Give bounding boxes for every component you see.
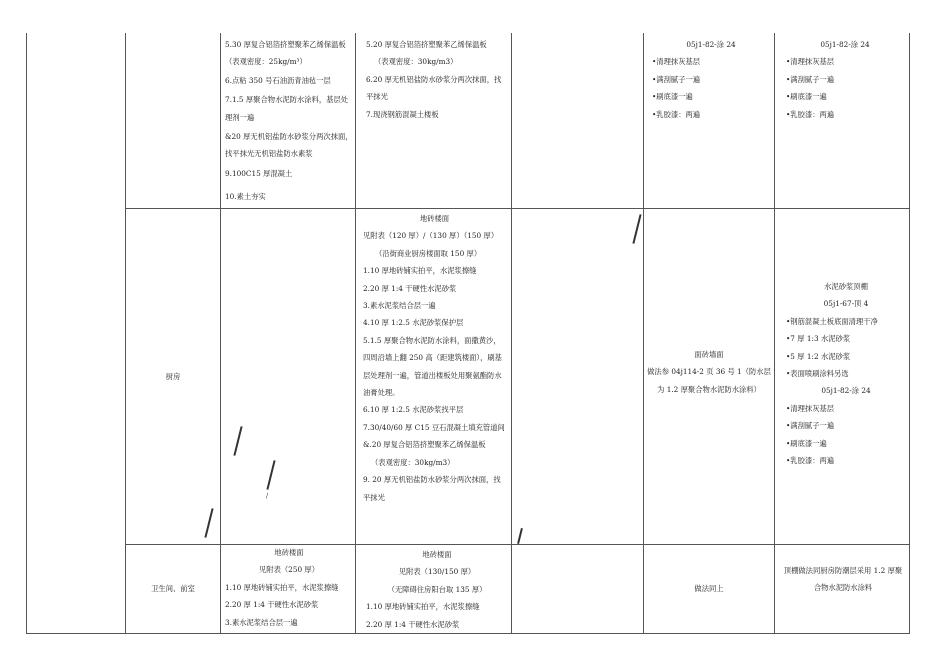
- layer-text: 3.素水泥浆结合层一遍: [363, 301, 436, 311]
- spec-item: •5 厚 1:2 水泥砂浆: [786, 351, 851, 361]
- layer-text: 4.10 厚 1:2.5 水泥砂浆保护层: [363, 318, 464, 328]
- floor-title: 地砖楼面: [422, 550, 452, 559]
- row2-wall-spec: [646, 346, 772, 398]
- layer-text: 7.1.5 厚聚合物水泥防水涂料，基层处理剂一遍: [225, 95, 349, 122]
- layer-text: 1.10 厚地砖铺实拍平，水泥浆擦缝: [225, 582, 339, 592]
- spec-item: •清理抹灰基层: [652, 57, 701, 67]
- layer-text: 9.100C15 厚混凝土: [225, 168, 293, 178]
- spec-item: •满刮腻子一遍: [652, 74, 701, 84]
- ceiling-title: 水泥砂浆顶棚: [824, 282, 868, 291]
- layer-text: 2.20 厚 1:4 干硬性水泥砂浆: [366, 619, 460, 629]
- slash-mark: [204, 508, 213, 538]
- floor-title: 地砖楼面: [419, 214, 450, 223]
- layer-text: （表观密度：30kg/m3）: [371, 457, 455, 467]
- spec-item: •钢筋混凝土板底面清理干净: [786, 316, 878, 326]
- layer-text: &20 厚无机铝盐防水砂浆分两次抹面，找平抹光无机铝盐防水素浆: [225, 132, 353, 159]
- ceiling-text: 顶棚做法同厨房防潮层采用 1.2 厚聚合物水泥防水涂料: [783, 566, 903, 593]
- spec-code: 05j1-82-涂 24: [686, 40, 736, 49]
- layer-text: 2.20 厚 1:4 干硬性水泥砂浆: [225, 600, 319, 610]
- wall-title: 面砖墙面: [694, 350, 724, 359]
- layer-text: 5.1.5 厚聚合物水泥防水涂料，面撒黄沙，四周沿墙上翻 250 高（距建筑楼面），刷基层处理剂一遍，管道出楼板处用聚氨酯防水油膏处理。: [363, 335, 502, 398]
- row2-ceiling-spec: [786, 278, 906, 469]
- layer-text: 6.10 厚 1:2.5 水泥砂浆找平层: [363, 405, 464, 415]
- row3-floor-spec-b: [366, 546, 508, 633]
- spec-item: •刷底漆一遍: [786, 92, 827, 102]
- layer-text: 2.20 厚 1:4 干硬性水泥砂浆: [363, 283, 457, 293]
- grid-line: [909, 33, 910, 634]
- spec-item: •刷底漆一遍: [786, 438, 827, 448]
- slash-mark: [266, 460, 275, 490]
- slash-mark: [233, 426, 242, 456]
- spec-code: 05j1-82-涂 24: [821, 386, 871, 396]
- layer-text: 见附表（120 厚）/（130 厚）（150 厚）: [363, 231, 499, 241]
- layer-text: （无障碍住房阳台取 135 厚）: [387, 584, 487, 594]
- spec-item: •表面喷刷涂料另选: [786, 369, 849, 379]
- spec-item: •满刮腻子一遍: [786, 421, 835, 431]
- layer-text: 1.10 厚地砖铺实拍平，水泥浆擦缝: [366, 602, 480, 612]
- wall-text: 做法参 04j114-2 页 36 号 1（防水层为 1.2 厚聚合物水泥防水涂料）: [647, 367, 771, 394]
- layer-text: （表观密度：30kg/m3）: [374, 57, 458, 67]
- spec-item: •满刮腻子一遍: [786, 74, 835, 84]
- slash-mark: [517, 528, 523, 544]
- room-name-bathroom: [126, 580, 220, 597]
- spec-item: •乳胶漆：两遍: [652, 109, 701, 119]
- row3-wall-spec: [646, 580, 772, 597]
- room-label: 厨房: [165, 372, 181, 381]
- layer-text: （沿街商业厨房楼面取 150 厚）: [375, 248, 482, 258]
- room-name-kitchen: [126, 368, 220, 385]
- layer-text: 9. 20 厚无机铝盐防水砂浆分两次抹面，找平抹光: [363, 475, 501, 502]
- layer-text: 7.30/40/60 厚 C15 豆石混凝土填充管道间: [363, 422, 505, 432]
- spec-code: 05j1-82-涂 24: [820, 40, 870, 49]
- grid-line: [26, 33, 27, 634]
- row1-roof-layers: [366, 36, 506, 123]
- layer-text: 6.20 厚无机铝盐防水砂浆分两次抹面，找平抹光: [366, 74, 502, 102]
- small-mark: /: [266, 493, 269, 500]
- layer-text: 见附表（250 厚）: [258, 565, 320, 575]
- spec-item: •刷底漆一遍: [652, 92, 693, 102]
- row2-floor-spec: [363, 210, 506, 506]
- row1-wall-spec: [652, 36, 770, 123]
- layer-text: 5.20 厚复合铝箔挤塑聚苯乙烯保温板: [366, 40, 487, 49]
- layer-text: 5.30 厚复合铝箔挤塑聚苯乙烯保温板（表观密度：25kg/m³）: [225, 40, 346, 67]
- row3-floor-spec-a: [225, 544, 353, 631]
- layer-text: 10.素土夯实: [225, 192, 266, 202]
- room-label: 卫生间、前室: [151, 584, 195, 593]
- layer-text: 6.点粘 350 号石油沥青油毡一层: [225, 75, 331, 85]
- layer-text: 3.素水泥浆结合层一遍: [225, 617, 298, 627]
- spec-item: •乳胶漆：两遍: [786, 456, 835, 466]
- layer-text: &.20 厚复合铝箔挤塑聚苯乙烯保温板: [363, 440, 486, 450]
- grid-line: [125, 208, 909, 209]
- spec-item: •乳胶漆：两遍: [786, 109, 835, 119]
- layer-text: 见附表（130/150 厚）: [398, 567, 476, 577]
- layer-text: 7.现浇钢筋混凝土楼板: [366, 109, 439, 119]
- layer-text: 1.10 厚地砖铺实拍平，水泥浆擦缝: [363, 266, 477, 276]
- slash-mark: [632, 214, 641, 244]
- grid-line: [26, 633, 909, 634]
- floor-title: 地砖楼面: [274, 548, 304, 557]
- row1-floor-layers: [225, 36, 353, 206]
- row1-ceiling-spec: [786, 36, 904, 123]
- spec-item: •清理抹灰基层: [786, 57, 835, 67]
- spec-item: •清理抹灰基层: [786, 403, 835, 413]
- wall-text: 做法同上: [694, 584, 724, 593]
- spec-item: •7 厚 1:3 水泥砂浆: [786, 334, 851, 344]
- spec-code: 05j1-67-顶 4: [823, 299, 869, 309]
- row3-ceiling-spec: [782, 562, 904, 597]
